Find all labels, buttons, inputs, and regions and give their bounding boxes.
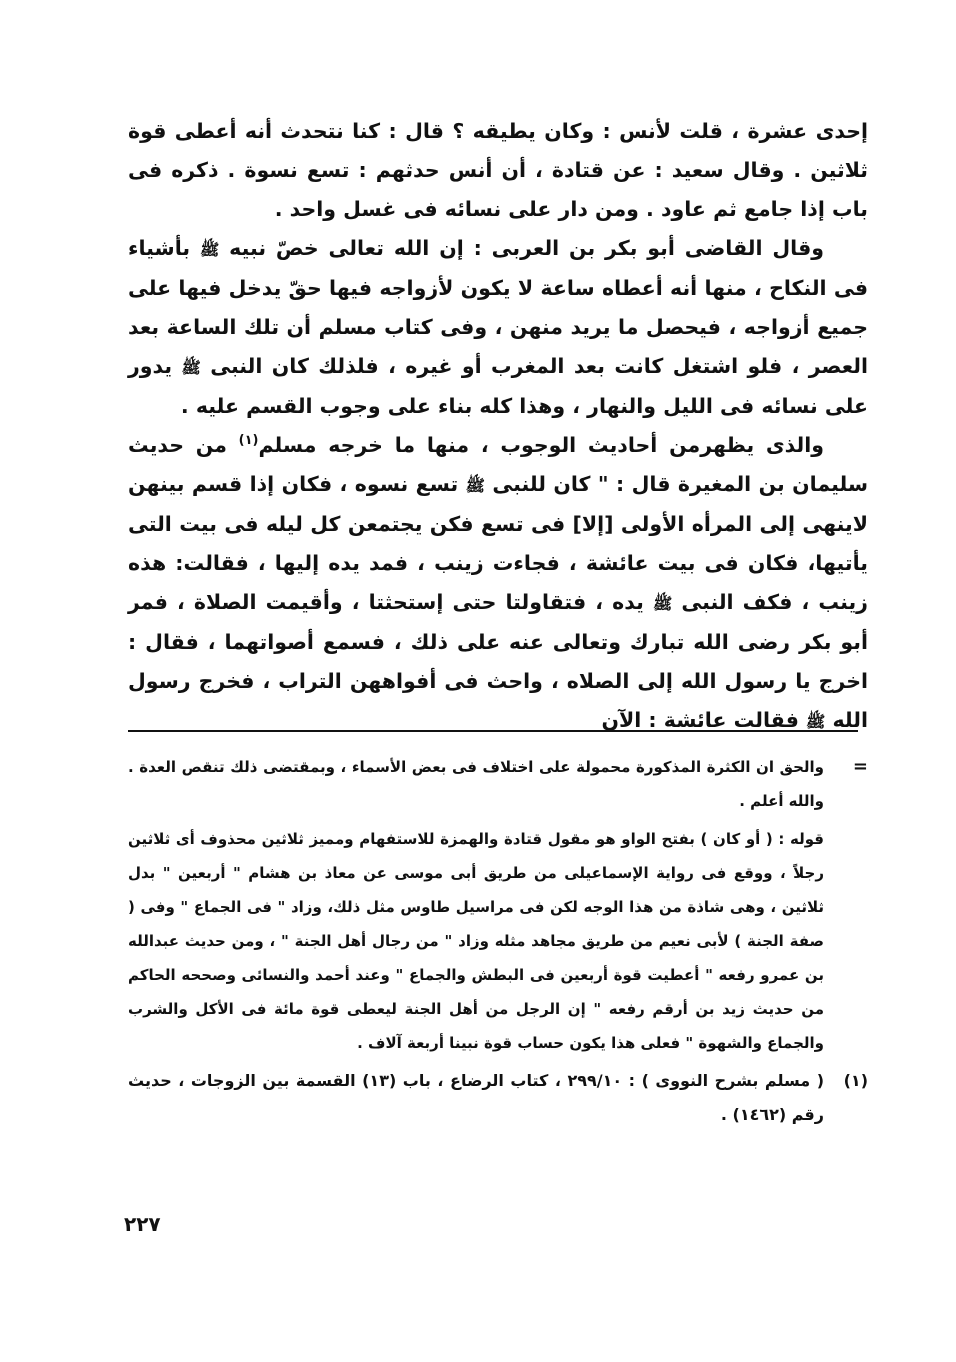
- salla-symbol: ﷺ: [806, 712, 826, 731]
- footnote-1: [128, 1064, 868, 1132]
- paragraph-2-part-a: وقال القاضى أبو بكر بن العربى : إن الله تعالى خصّ نبيه: [219, 236, 824, 260]
- commentary-note-1: والحق ان الكثرة المذكورة محمولة على اختلاف فى بعض الأسماء ، وبمقتضى ذلك تنقص العدة . والله أعلم .: [128, 758, 824, 810]
- paragraph-2-part-c: يدور على نسائه فى الليل والنهار ، وهذا كله بناء على وجوب القسم عليه .: [128, 354, 868, 418]
- salla-symbol: ﷺ: [465, 476, 485, 495]
- footnote-number: (١): [843, 1071, 868, 1090]
- paragraph-1-text: إحدى عشرة ، قلت لأنس : وكان يطيقه ؟ قال : كنا نتحدث أنه أعطى قوة ثلاثين . وقال سعيد : عن قتادة ، أن أنس حدثهم : تسع نسوة . ذكره فى باب إذا جامع ثم عاود . ومن دار على نسائه فى غسل واحد .: [128, 119, 868, 221]
- footnote-reference: (١): [238, 433, 259, 449]
- footnote-text: ( مسلم بشرح النووى ) : ٢٩٩/١٠ ، كتاب الرضاع ، باب (١٣) القسمة بين الزوجات ، حديث رقم (١٤٦٢) .: [128, 1071, 825, 1124]
- footnote-separator: [128, 730, 858, 732]
- paragraph-3: [128, 426, 868, 741]
- commentary-note-2: قوله : ( أو كان ) بفتح الواو هو مقول قتادة والهمزة للاستفهام ومميز ثلاثين محذوف أى ثلاثين رجلاً ، ووقع فى رواية الإسماعيلى من طريق أبى موسى عن معاذ بن هشام " أربعين " بدل ثلاثين ، وهى شاذة من هذا الوجه لكن فى مراسيل طاوس مثل ذلك، وزاد " فى الجماع " وفى ( صفة الجنة ) لأبى نعيم من طريق مجاهد مثله وزاد " من رجال أهل الجنة " ، ومن حديث عبدالله بن عمرو رفعه " أعطيت قوة أربعين فى البطش والجماع " وعند أحمد والنسائى وصححه الحاكم من حديث زيد بن أرقم رفعه " إن الرجل من أهل الجنة ليعطى قوة مائة فى الأكل والشرب والجماع والشهوة " فعلى هذا يكون حساب قوة نبينا أربعة آلاف .: [128, 830, 824, 1052]
- footnotes: [128, 750, 868, 1132]
- paragraph-3-part-c: تسع نسوه ، فكان إذا قسم بينهن لاينهى إلى المرأه الأولى [إلا] فى تسع فكن يجتمعن كل ليله فى بيت التى يأتيها، فكان فى بيت عائشة ، فجاءت زينب ، فمد يده إليها ، فقالت: هذه زينب ، فكف النبى: [128, 472, 868, 614]
- paragraph-1: [128, 112, 868, 229]
- paragraph-3-part-d: يده ، فتقاولتا حتى إستحثتا ، وأقيمت الصلاة ، فمر أبو بكر رضى الله تبارك وتعالى عنه على ذلك ، فسمع أصواتهما ، فقال : اخرج يا رسول الله إلى الصلاه ، واحث فى أفواههن التراب ، فخرج رسول الله: [128, 590, 868, 732]
- paragraph-3-part-e: فقالت عائشة : الآن: [601, 708, 806, 732]
- paragraph-2: [128, 229, 868, 426]
- paragraph-3-part-a: والذى يظهرمن أحاديث الوجوب ، منها ما خرجه مسلم: [258, 433, 824, 457]
- salla-symbol: ﷺ: [652, 594, 673, 613]
- main-text: [128, 112, 868, 741]
- paragraph-2-part-b: بأشياء فى النكاح ، منها أنه أعطاه ساعة لا يكون لأزواجه فيها حقّ يدخل فيها على جميع أزواجه ، فيحصل ما يريد منهن ، وفى كتاب مسلم أن تلك الساعة بعد العصر ، فلو اشتغل كانت بعد المغرب أو غيره ، فلذلك كان النبى: [128, 236, 868, 378]
- commentary-note: [128, 750, 868, 1060]
- salla-symbol: ﷺ: [181, 358, 201, 377]
- salla-symbol: ﷺ: [199, 240, 220, 259]
- page-number: ٢٢٧: [124, 1212, 161, 1236]
- continuation-mark: =: [852, 756, 868, 777]
- paragraph-3-part-b: من حديث سليمان بن المغيرة قال : " كان للنبى: [128, 433, 868, 496]
